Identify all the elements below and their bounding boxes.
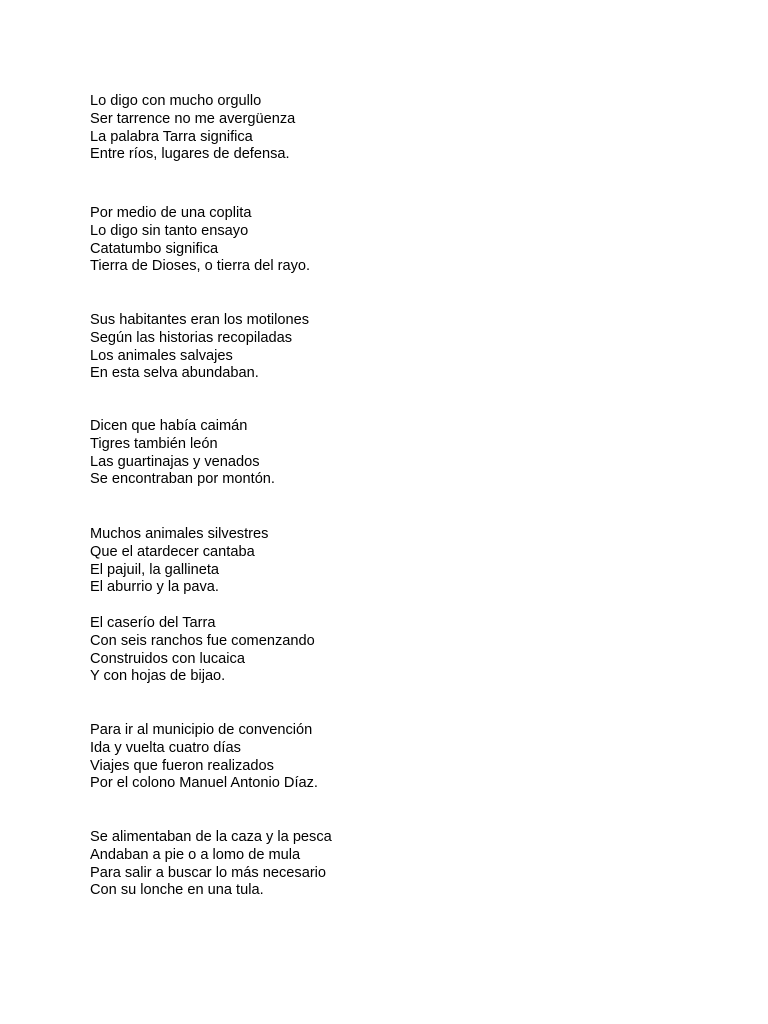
stanza xyxy=(90,312,309,383)
stanza xyxy=(90,722,318,793)
verse-line: Para salir a buscar lo más necesario xyxy=(90,864,327,881)
verse-line: Entre ríos, lugares de defensa. xyxy=(90,146,290,163)
verse-line: Construidos con lucaica xyxy=(90,650,245,667)
verse-line: Por el colono Manuel Antonio Díaz. xyxy=(90,775,318,792)
verse-line: El caserío del Tarra xyxy=(90,615,216,631)
verse-line: Muchos animales silvestres xyxy=(90,526,269,542)
verse-line: Sus habitantes eran los motilones xyxy=(90,312,310,328)
verse-line: Ser tarrence no me avergüenza xyxy=(90,110,296,127)
verse-line: Según las historias recopiladas xyxy=(90,329,292,346)
verse-line: El pajuil, la gallineta xyxy=(90,561,219,578)
verse-line: Se alimentaban de la caza y la pesca xyxy=(90,829,332,845)
verse-line: El aburrio y la pava. xyxy=(90,579,219,596)
stanza xyxy=(90,526,268,597)
verse-line: Que el atardecer cantaba xyxy=(90,543,255,560)
verse-line: Con su lonche en una tula. xyxy=(90,882,264,899)
stanza xyxy=(90,205,310,276)
verse-line: Con seis ranchos fue comenzando xyxy=(90,632,315,649)
verse-line: Para ir al municipio de convención xyxy=(90,722,313,738)
stanza xyxy=(90,615,315,686)
verse-line: Andaban a pie o a lomo de mula xyxy=(90,846,301,863)
stanza xyxy=(90,418,275,489)
verse-line: Las guartinajas y venados xyxy=(90,453,260,470)
stanza xyxy=(90,829,332,900)
verse-line: En esta selva abundaban. xyxy=(90,365,259,382)
verse-line: Tigres también león xyxy=(90,435,218,452)
stanza xyxy=(90,93,295,164)
verse-line: Lo digo con mucho orgullo xyxy=(90,93,262,109)
verse-line: Viajes que fueron realizados xyxy=(90,757,274,774)
verse-line: Se encontraban por montón. xyxy=(90,471,275,488)
verse-line: La palabra Tarra significa xyxy=(90,128,253,145)
verse-line: Y con hojas de bijao. xyxy=(90,668,226,685)
verse-line: Tierra de Dioses, o tierra del rayo. xyxy=(90,258,311,275)
verse-line: Lo digo sin tanto ensayo xyxy=(90,222,249,239)
verse-line: Por medio de una coplita xyxy=(90,205,252,221)
verse-line: Los animales salvajes xyxy=(90,347,233,364)
verse-line: Catatumbo significa xyxy=(90,240,219,257)
verse-line: Dicen que había caimán xyxy=(90,418,248,434)
verse-line: Ida y vuelta cuatro días xyxy=(90,739,241,756)
